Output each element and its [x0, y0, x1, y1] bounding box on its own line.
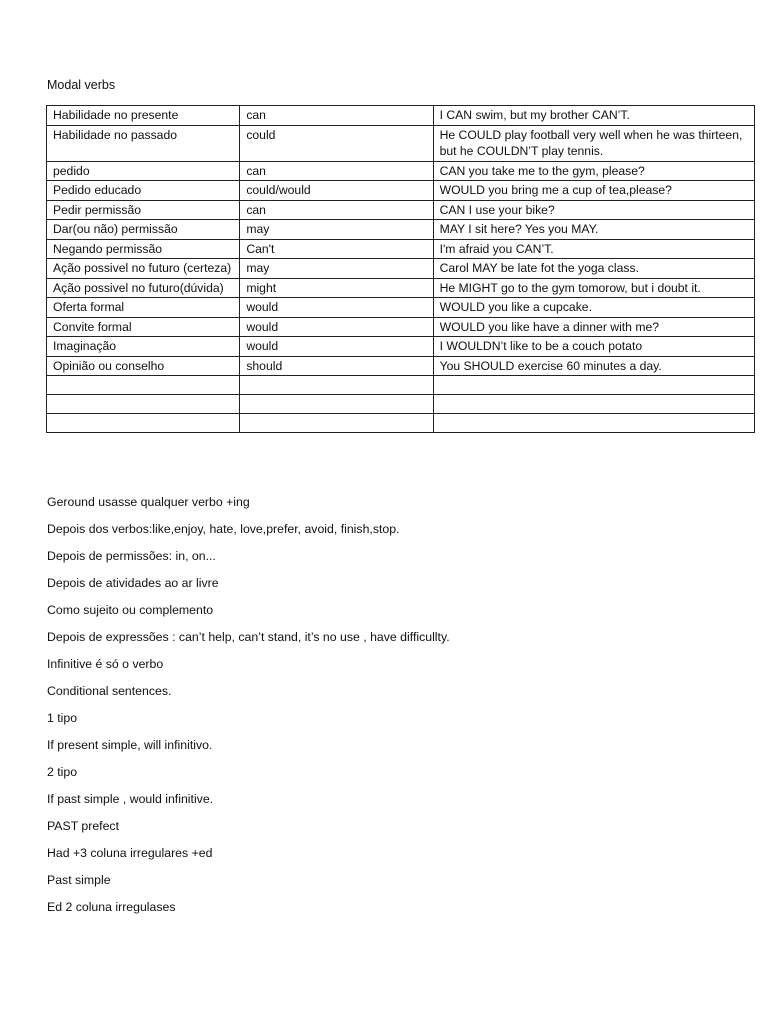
cell-example: I CAN swim, but my brother CAN’T. — [433, 106, 754, 126]
note-line: Depois dos verbos:like,enjoy, hate, love,prefer, avoid, finish,stop. — [47, 522, 400, 536]
cell-modal: could — [240, 125, 433, 161]
cell-modal: can — [240, 161, 433, 181]
note-line: Depois de expressões : can’t help, can’t stand, it’s no use , have difficullty. — [47, 630, 450, 644]
cell-modal — [240, 376, 433, 395]
table-gap — [755, 278, 768, 298]
cell-example: WOULD you bring me a cup of tea,please? — [433, 181, 754, 201]
table-row — [47, 317, 768, 337]
note-line: 1 tipo — [47, 711, 78, 725]
table-row — [47, 259, 768, 279]
cell-example: He MIGHT go to the gym tomorow, but i doubt it. — [433, 278, 754, 298]
cell-example — [433, 414, 754, 433]
table-body — [47, 106, 768, 433]
table-gap — [755, 317, 768, 337]
cell-modal: may — [240, 220, 433, 240]
cell-use: Dar(ou não) permissão — [47, 220, 240, 240]
note-line: Had +3 coluna irregulares +ed — [47, 846, 213, 860]
table-row — [47, 125, 768, 161]
cell-use: Negando permissão — [47, 239, 240, 259]
table-row — [47, 200, 768, 220]
notes-section — [47, 494, 450, 926]
table-row — [47, 356, 768, 376]
table-gap — [755, 337, 768, 357]
table-row — [47, 161, 768, 181]
cell-example: He COULD play football very well when he was thirteen, but he COULDN’T play tennis. — [433, 125, 754, 161]
cell-use: Oferta formal — [47, 298, 240, 318]
note-line: Ed 2 coluna irregulases — [47, 900, 176, 914]
cell-example: I'm afraid you CAN’T. — [433, 239, 754, 259]
table-row — [47, 395, 768, 414]
cell-use: Pedido educado — [47, 181, 240, 201]
cell-example: CAN I use your bike? — [433, 200, 754, 220]
note-line: If present simple, will infinitivo. — [47, 738, 213, 752]
table-row — [47, 106, 768, 126]
cell-use: Habilidade no presente — [47, 106, 240, 126]
cell-modal — [240, 414, 433, 433]
cell-modal — [240, 395, 433, 414]
cell-example: I WOULDN’t like to be a couch potato — [433, 337, 754, 357]
table-gap — [755, 356, 768, 376]
cell-use: Habilidade no passado — [47, 125, 240, 161]
note-line: Geround usasse qualquer verbo +ing — [47, 495, 250, 509]
note-line: Como sujeito ou complemento — [47, 603, 214, 617]
cell-modal: would — [240, 317, 433, 337]
table-row — [47, 239, 768, 259]
cell-modal: could/would — [240, 181, 433, 201]
cell-use — [47, 376, 240, 395]
cell-use: Pedir permissão — [47, 200, 240, 220]
cell-example: Carol MAY be late fot the yoga class. — [433, 259, 754, 279]
cell-modal: can — [240, 106, 433, 126]
modal-verbs-table — [46, 105, 768, 433]
cell-use: Ação possivel no futuro (certeza) — [47, 259, 240, 279]
table-row — [47, 337, 768, 357]
table-row — [47, 414, 768, 433]
note-line: Conditional sentences. — [47, 684, 172, 698]
cell-example: MAY I sit here? Yes you MAY. — [433, 220, 754, 240]
cell-use: Imaginação — [47, 337, 240, 357]
cell-modal: can — [240, 200, 433, 220]
note-line: Depois de atividades ao ar livre — [47, 576, 219, 590]
cell-use — [47, 395, 240, 414]
table-gap — [755, 395, 768, 414]
note-line: 2 tipo — [47, 765, 78, 779]
cell-example: CAN you take me to the gym, please? — [433, 161, 754, 181]
table-row — [47, 298, 768, 318]
note-line: If past simple , would infinitive. — [47, 792, 214, 806]
table-row — [47, 376, 768, 395]
cell-example: WOULD you like a cupcake. — [433, 298, 754, 318]
page-title: Modal verbs — [47, 78, 116, 92]
cell-modal: may — [240, 259, 433, 279]
table-row — [47, 181, 768, 201]
table-row — [47, 220, 768, 240]
note-line: Depois de permissões: in, on... — [47, 549, 216, 563]
cell-example — [433, 395, 754, 414]
table-gap — [755, 298, 768, 318]
note-line: Past simple — [47, 873, 111, 887]
cell-modal: might — [240, 278, 433, 298]
cell-modal: would — [240, 337, 433, 357]
cell-modal: would — [240, 298, 433, 318]
cell-use — [47, 414, 240, 433]
cell-use: pedido — [47, 161, 240, 181]
cell-use: Opinião ou conselho — [47, 356, 240, 376]
cell-use: Convite formal — [47, 317, 240, 337]
note-line: Infinitive é só o verbo — [47, 657, 164, 671]
table-gap — [755, 414, 768, 433]
note-line: PAST prefect — [47, 819, 119, 833]
table-row — [47, 278, 768, 298]
cell-modal: should — [240, 356, 433, 376]
cell-use: Ação possivel no futuro(dúvida) — [47, 278, 240, 298]
cell-example: WOULD you like have a dinner with me? — [433, 317, 754, 337]
cell-modal: Can't — [240, 239, 433, 259]
table-gap — [755, 376, 768, 395]
cell-example — [433, 376, 754, 395]
cell-example: You SHOULD exercise 60 minutes a day. — [433, 356, 754, 376]
